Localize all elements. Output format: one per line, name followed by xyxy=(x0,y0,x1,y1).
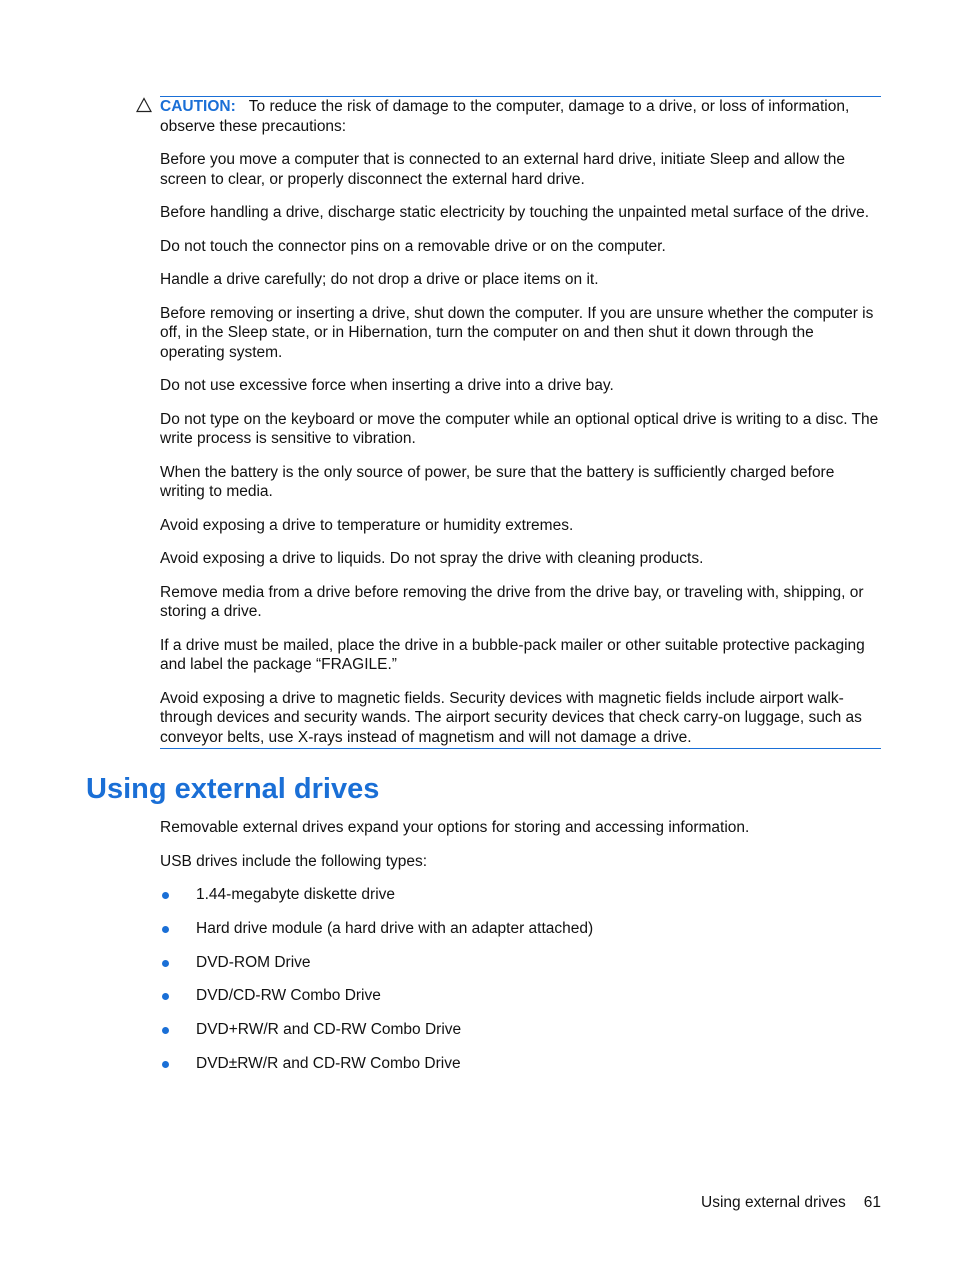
list-item-text: Hard drive module (a hard drive with an adapter attached) xyxy=(196,919,594,937)
precaution-item: Avoid exposing a drive to magnetic fields. Security devices with magnetic fields include airport walk-through devices and security wands. The airport security devices that check carry-on luggage, such as conveyor belts, use X-rays instead of magnetism and will not damage a drive. xyxy=(160,689,862,746)
precaution-item: Do not use excessive force when inserting a drive into a drive bay. xyxy=(160,377,614,394)
caution-label: CAUTION: xyxy=(160,98,236,115)
precaution-item: Handle a drive carefully; do not drop a drive or place items on it. xyxy=(160,271,599,288)
precaution-item: When the battery is the only source of power, be sure that the battery is sufficiently charged before writing to media. xyxy=(160,463,835,500)
list-item-text: DVD±RW/R and CD-RW Combo Drive xyxy=(196,1054,461,1072)
precaution-item: Before handling a drive, discharge static electricity by touching the unpainted metal surface of the drive. xyxy=(160,204,870,221)
list-item-text: DVD-ROM Drive xyxy=(196,953,311,971)
list-item xyxy=(160,885,881,905)
bullet-dot-icon xyxy=(162,1061,169,1068)
section-intro: Removable external drives expand your options for storing and accessing information. xyxy=(160,819,750,836)
precaution-item: Do not type on the keyboard or move the computer while an optional optical drive is writing to a disc. The write process is sensitive to vibration. xyxy=(160,410,879,447)
caution-intro-paragraph xyxy=(160,97,881,136)
list-intro: USB drives include the following types: xyxy=(160,852,428,870)
section-body xyxy=(160,818,881,1088)
precaution-item: Remove media from a drive before removing the drive from the drive bay, or traveling with, shipping, or storing a drive. xyxy=(160,583,864,620)
bullet-dot-icon xyxy=(162,892,169,899)
list-item-text: 1.44-megabyte diskette drive xyxy=(196,886,396,903)
bullet-dot-icon xyxy=(162,960,169,967)
precaution-item: Avoid exposing a drive to temperature or humidity extremes. xyxy=(160,516,574,534)
list-item xyxy=(160,986,881,1006)
precaution-item: Avoid exposing a drive to liquids. Do not spray the drive with cleaning products. xyxy=(160,550,704,567)
bullet-dot-icon xyxy=(162,926,169,933)
precaution-item: If a drive must be mailed, place the drive in a bubble-pack mailer or other suitable protective packaging and label the package “FRAGILE.” xyxy=(160,636,865,673)
caution-intro-text: To reduce the risk of damage to the computer, damage to a drive, or loss of information, observe these precautions: xyxy=(160,98,850,135)
warning-triangle-icon xyxy=(136,97,152,113)
bullet-dot-icon xyxy=(162,1027,169,1034)
footer-section-name: Using external drives xyxy=(701,1194,846,1211)
precaution-item: Before removing or inserting a drive, shut down the computer. If you are unsure whether the computer is off, in the Sleep state, or in Hibernation, turn the computer on and then shut it down through the operating system. xyxy=(160,304,874,361)
caution-box xyxy=(160,96,881,749)
list-item xyxy=(160,1020,881,1040)
list-item xyxy=(160,953,881,973)
list-item-text: DVD/CD-RW Combo Drive xyxy=(196,987,381,1005)
list-item xyxy=(160,1054,881,1074)
list-item-text: DVD+RW/R and CD-RW Combo Drive xyxy=(196,1021,462,1039)
bullet-dot-icon xyxy=(162,993,169,1000)
section-heading: Using external drives xyxy=(86,773,380,805)
precaution-item: Before you move a computer that is connected to an external hard drive, initiate Sleep and allow the screen to clear, or properly disconnect the external hard drive. xyxy=(160,151,845,188)
page-footer xyxy=(701,1193,881,1213)
precaution-item: Do not touch the connector pins on a removable drive or on the computer. xyxy=(160,237,666,255)
drive-type-list xyxy=(160,885,881,1073)
list-item xyxy=(160,919,881,939)
page-number: 61 xyxy=(863,1194,881,1211)
